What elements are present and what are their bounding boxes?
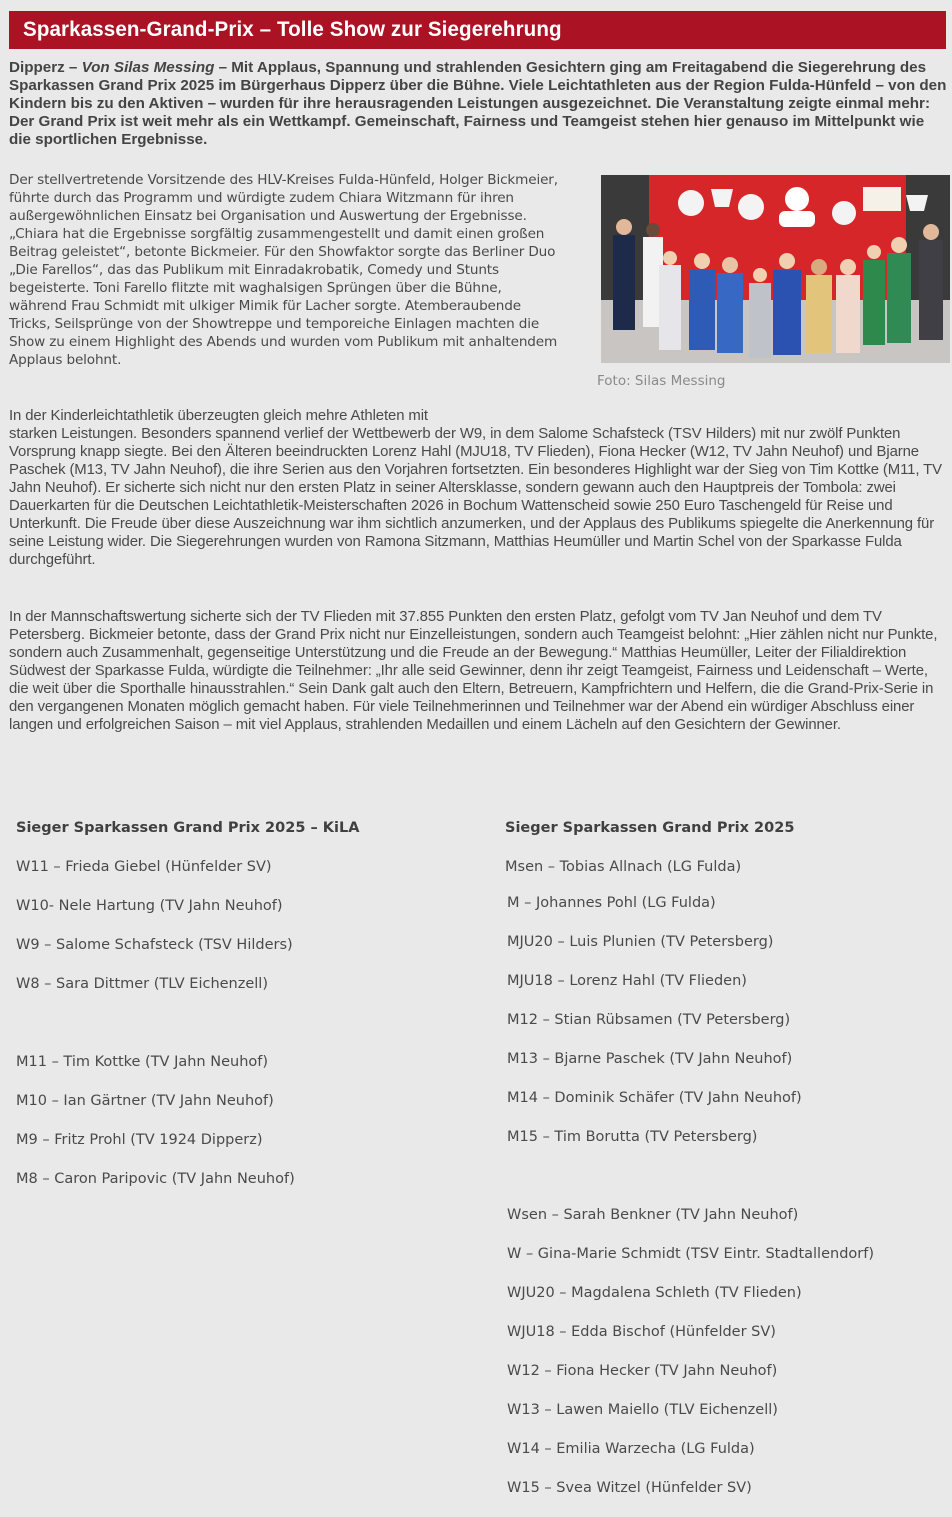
sparkasse-logo-icon — [785, 187, 809, 211]
winner-entry: M – Johannes Pohl (LG Fulda) — [507, 895, 716, 911]
winner-entry: W13 – Lawen Maiello (TLV Eichenzell) — [507, 1402, 778, 1418]
lead-author: Von Silas Messing — [81, 59, 215, 76]
winner-entry: W9 – Salome Schafsteck (TSV Hilders) — [16, 937, 293, 953]
paragraph-kila-rest: starken Leistungen. Besonders spannend verlief der Wettbewerb der W9, in dem Salome Schafsteck (TSV Hilders) mit nur zwölf Punkten Vorsprung knapp siegte. Bei den Älteren beeindruckten Lorenz Hahl (MJU18, TV Flieden), Fiona Hecker (W12, TV Jahn Neuhof) und Bjarne Paschek (M13, TV Jahn Neuhof), die ihre Serien aus den Vorjahren fortsetzten. Ein besonderes Highlight war der Sieg von Tim Kottke (M11, TV Jahn Neuhof). Er sicherte sich nicht nur den ersten Platz in seiner Altersklasse, sondern gewann auch den Hauptpreis der Tombola: zwei Dauerkarten für die Deutschen Leichtathletik-Meisterschaften 2026 in Bochum Wattenscheid sowie 250 Euro Taschengeld für Reise und Unterkunft. Die Freude über diese Auszeichnung war ihm sichtlich anzumerken, und der Applaus des Publikums spiegelte die Anerkennung für seine Leistung wider. Die Siegerehrungen wurden von Ramona Sitzmann, Matthias Heumüller und Martin Schel von der Sparkasse Fulda durchgeführt. — [9, 426, 942, 568]
article-title: Sparkassen-Grand-Prix – Tolle Show zur Siegerehrung — [23, 18, 562, 41]
list-spacer — [505, 1166, 874, 1205]
medal-emblem-icon — [738, 194, 764, 220]
medal-emblem-icon — [678, 190, 704, 216]
winner-entry: Msen – Tobias Allnach (LG Fulda) — [505, 859, 742, 875]
article-title-bar — [9, 11, 946, 49]
winner-entry: W14 – Emilia Warzecha (LG Fulda) — [507, 1441, 755, 1457]
winners-list-main — [505, 818, 874, 1517]
winner-entry: M15 – Tim Borutta (TV Petersberg) — [507, 1129, 758, 1145]
winner-entry: WJU20 – Magdalena Schleth (TV Flieden) — [507, 1285, 802, 1301]
winner-entry: MJU18 – Lorenz Hahl (TV Flieden) — [507, 973, 747, 989]
winner-entry: W8 – Sara Dittmer (TLV Eichenzell) — [16, 976, 268, 992]
winners-list-kila — [16, 818, 359, 1208]
paragraph-kila-line1: In der Kinderleichtathletik überzeugten gleich mehre Athleten mit — [9, 408, 428, 424]
medal-emblem-icon — [832, 201, 856, 225]
winner-entry: M12 – Stian Rübsamen (TV Petersberg) — [507, 1012, 791, 1028]
lead-place: Dipperz – — [9, 59, 82, 76]
list-spacer — [16, 1013, 359, 1052]
lead-text: – Mit Applaus, Spannung und strahlenden Gesichtern ging am Freitagabend die Siegerehrung des Sparkassen Grand Prix 2025 im Bürgerhaus Dipperz über die Bühne. Viele Leichtathleten aus der Region Fulda-Hünfeld – von den Kindern bis zu den Aktiven – wurden für ihre herausragenden Leistungen ausgezeichnet. Die Veranstaltung zeigte einmal mehr: Der Grand Prix ist weit mehr als ein Wettkampf. Gemeinschaft, Fairness und Teamgeist stehen hier genauso im Mittelpunkt wie die sportlichen Ergebnisse. — [9, 59, 947, 148]
photo-caption: Foto: Silas Messing — [597, 373, 726, 389]
group-photo-illustration — [601, 175, 950, 363]
winner-entry: W – Gina-Marie Schmidt (TSV Eintr. Stadtallendorf) — [507, 1246, 874, 1262]
winner-entry: M14 – Dominik Schäfer (TV Jahn Neuhof) — [507, 1090, 802, 1106]
winner-entry: WJU18 – Edda Bischof (Hünfelder SV) — [507, 1324, 776, 1340]
winners-heading-kila: Sieger Sparkassen Grand Prix 2025 – KiLA — [16, 820, 360, 836]
winner-entry: M10 – Ian Gärtner (TV Jahn Neuhof) — [16, 1093, 274, 1109]
winner-entry: Wsen – Sarah Benkner (TV Jahn Neuhof) — [507, 1207, 799, 1223]
winner-entry: M13 – Bjarne Paschek (TV Jahn Neuhof) — [507, 1051, 793, 1067]
winner-entry: W11 – Frieda Giebel (Hünfelder SV) — [16, 859, 272, 875]
paragraph-kila — [9, 407, 951, 569]
paragraph-show: Der stellvertretende Vorsitzende des HLV-Kreises Fulda-Hünfeld, Holger Bickmeier, führte durch das Programm und würdigte zudem Chiara Witzmann für ihren außergewöhnlichen Einsatz bei Organisation und Auswertung der Ergebnisse. „Chiara hat die Ergebnisse sorgfältig zusammengestellt und damit einen großen Beitrag geleistet“, betonte Bickmeier. Für den Showfaktor sorgte das Berliner Duo „Die Farellos“, das das Publikum mit Einradakrobatik, Comedy und Stunts begeisterte. Toni Farello flitzte mit waghalsigen Sprüngen über die Bühne, während Frau Schmidt mit ulkiger Mimik für Lacher sorgte. Atemberaubende Tricks, Seilsprünge von der Showtreppe und temporeiche Einlagen machten die Show zu einem Highlight des Abends und wurden vom Publikum mit anhaltendem Applaus belohnt. — [9, 172, 558, 368]
winner-entry: M9 – Fritz Prohl (TV 1924 Dipperz) — [16, 1132, 263, 1148]
winner-entry: W12 – Fiona Hecker (TV Jahn Neuhof) — [507, 1363, 778, 1379]
paragraph-team: In der Mannschaftswertung sicherte sich der TV Flieden mit 37.855 Punkten den ersten Platz, gefolgt vom TV Jan Neuhof und dem TV Petersberg. Bickmeier betonte, dass der Grand Prix nicht nur Einzelleistungen, sondern auch Teamgeist belohnt: „Hier zählen nicht nur Punkte, sondern auch Zusammenhalt, gegenseitige Unterstützung und die Freude an der Bewegung.“ Matthias Heumüller, Leiter der Filialdirektion Südwest der Sparkasse Fulda, würdigte die Teilnehmer: „Ihr alle seid Gewinner, denn ihr zeigt Teamgeist, Fairness und Leidenschaft – Werte, die weit über die Sporthalle hinausstrahlen.“ Sein Dank galt auch den Eltern, Betreuern, Kampfrichtern und Helfern, die die Grand-Prix-Serie in den vergangenen Monaten möglich gemacht haben. Für viele Teilnehmerinnen und Teilnehmer war der Abend ein würdiger Abschluss einer langen und erfolgreichen Saison – mit viel Applaus, strahlenden Medaillen und einem Lächeln auf den Gesichtern der Gewinner. — [9, 609, 938, 733]
winner-entry: W15 – Svea Witzel (Hünfelder SV) — [507, 1480, 752, 1496]
winner-entry: M11 – Tim Kottke (TV Jahn Neuhof) — [16, 1054, 269, 1070]
winner-entry: M8 – Caron Paripovic (TV Jahn Neuhof) — [16, 1171, 295, 1187]
winners-heading-main: Sieger Sparkassen Grand Prix 2025 — [505, 820, 795, 836]
winner-entry: MJU20 – Luis Plunien (TV Petersberg) — [507, 934, 774, 950]
lg-fulda-logo-icon — [863, 187, 901, 211]
winner-entry: W10- Nele Hartung (TV Jahn Neuhof) — [16, 898, 283, 914]
article-lead — [9, 59, 949, 149]
article-photo[interactable] — [601, 175, 950, 363]
